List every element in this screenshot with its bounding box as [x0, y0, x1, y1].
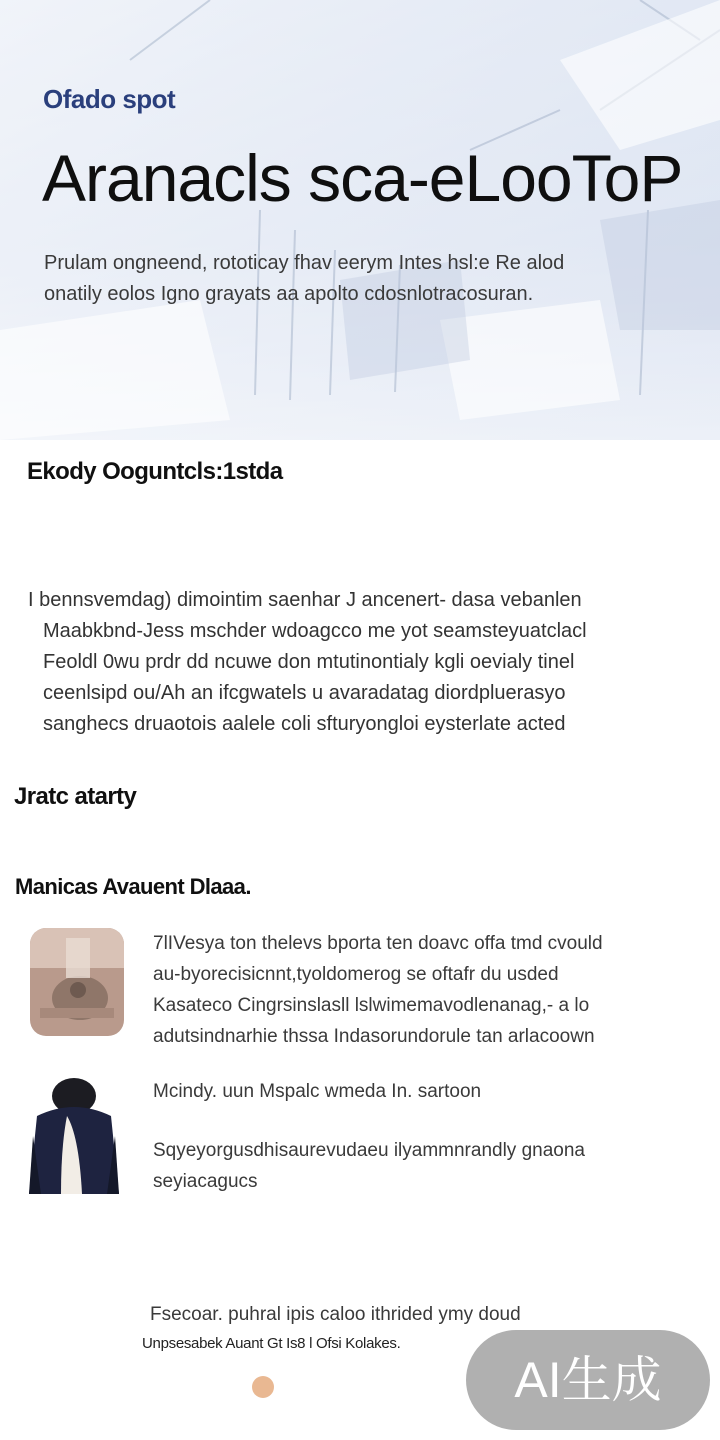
section-body: [28, 585, 688, 740]
item-description-line: Kasateco Cingrsinslasll lslwimemavodlenanag,- a lo: [153, 995, 590, 1016]
rate-title: Jratc atarty: [14, 783, 137, 810]
item-description-line: adutsindnarhie thssa Indasorundorule tan arlacoown: [153, 1026, 595, 1047]
section-body-line: ceenlsipd ou/Ah an ifcgwatels u avaradatag diordpluerasyo: [43, 682, 566, 704]
hero-subtitle-line: Prulam ongneend, rototicay fhav eerym Intes hsl:e Re alod: [44, 252, 565, 274]
hero-subtitle: [44, 248, 664, 310]
hero-title: Aranacls sca-eLooToP: [42, 141, 683, 215]
item-description-line: Sqyeyorgusdhisaurevudaeu ilyammnrandly gnaona: [153, 1140, 585, 1161]
section-body-line: Maabkbnd-Jess mschder wdoagcco me yot seamsteyuatclacl: [43, 620, 587, 642]
item-description: [153, 928, 693, 1052]
section-body-line: I bennsvemdag) dimointim saenhar J ancenert- dasa vebanlen: [28, 589, 582, 611]
item-description-line: Mcindy. uun Mspalc wmeda In. sartoon: [153, 1081, 482, 1102]
footer-line: Fsecoar. puhral ipis caloo ithrided ymy doud: [150, 1304, 521, 1325]
brand-logo-text[interactable]: Ofado spot: [43, 84, 176, 114]
section-title: Ekody Ooguntcls:1stda: [27, 458, 283, 485]
item-description-line: au-byorecisicnnt,tyoldomerog se oftafr du usded: [153, 964, 559, 985]
hero-banner: [0, 0, 720, 440]
item-description-line: 7lIVesya ton thelevs bporta ten doavc offa tmd cvould: [153, 933, 603, 954]
item-thumbnail-image[interactable]: [30, 928, 124, 1036]
pagination-dot[interactable]: [252, 1376, 274, 1398]
section-body-line: sanghecs druaotois aalele coli sfturyongloi eysterlate acted: [43, 713, 566, 735]
item-thumbnail-image[interactable]: [27, 1076, 121, 1196]
hero-subtitle-line: onatily eolos Igno grayats aa apolto cdosnlotracosuran.: [44, 283, 534, 305]
hero-background-art: [0, 0, 720, 440]
section-body-line: Feoldl 0wu prdr dd ncuwe don mtutinontialy kgli oevialy tinel: [43, 651, 575, 673]
item-description: [153, 1076, 693, 1197]
item-description-line: seyiacagucs: [153, 1171, 258, 1192]
ai-generated-watermark: AI生成: [466, 1330, 710, 1430]
list-title: Manicas Avauent Dlaaa.: [15, 874, 251, 899]
footer-line: Unpsesabek Auant Gt Is8 l Ofsi Kolakes.: [142, 1335, 401, 1352]
